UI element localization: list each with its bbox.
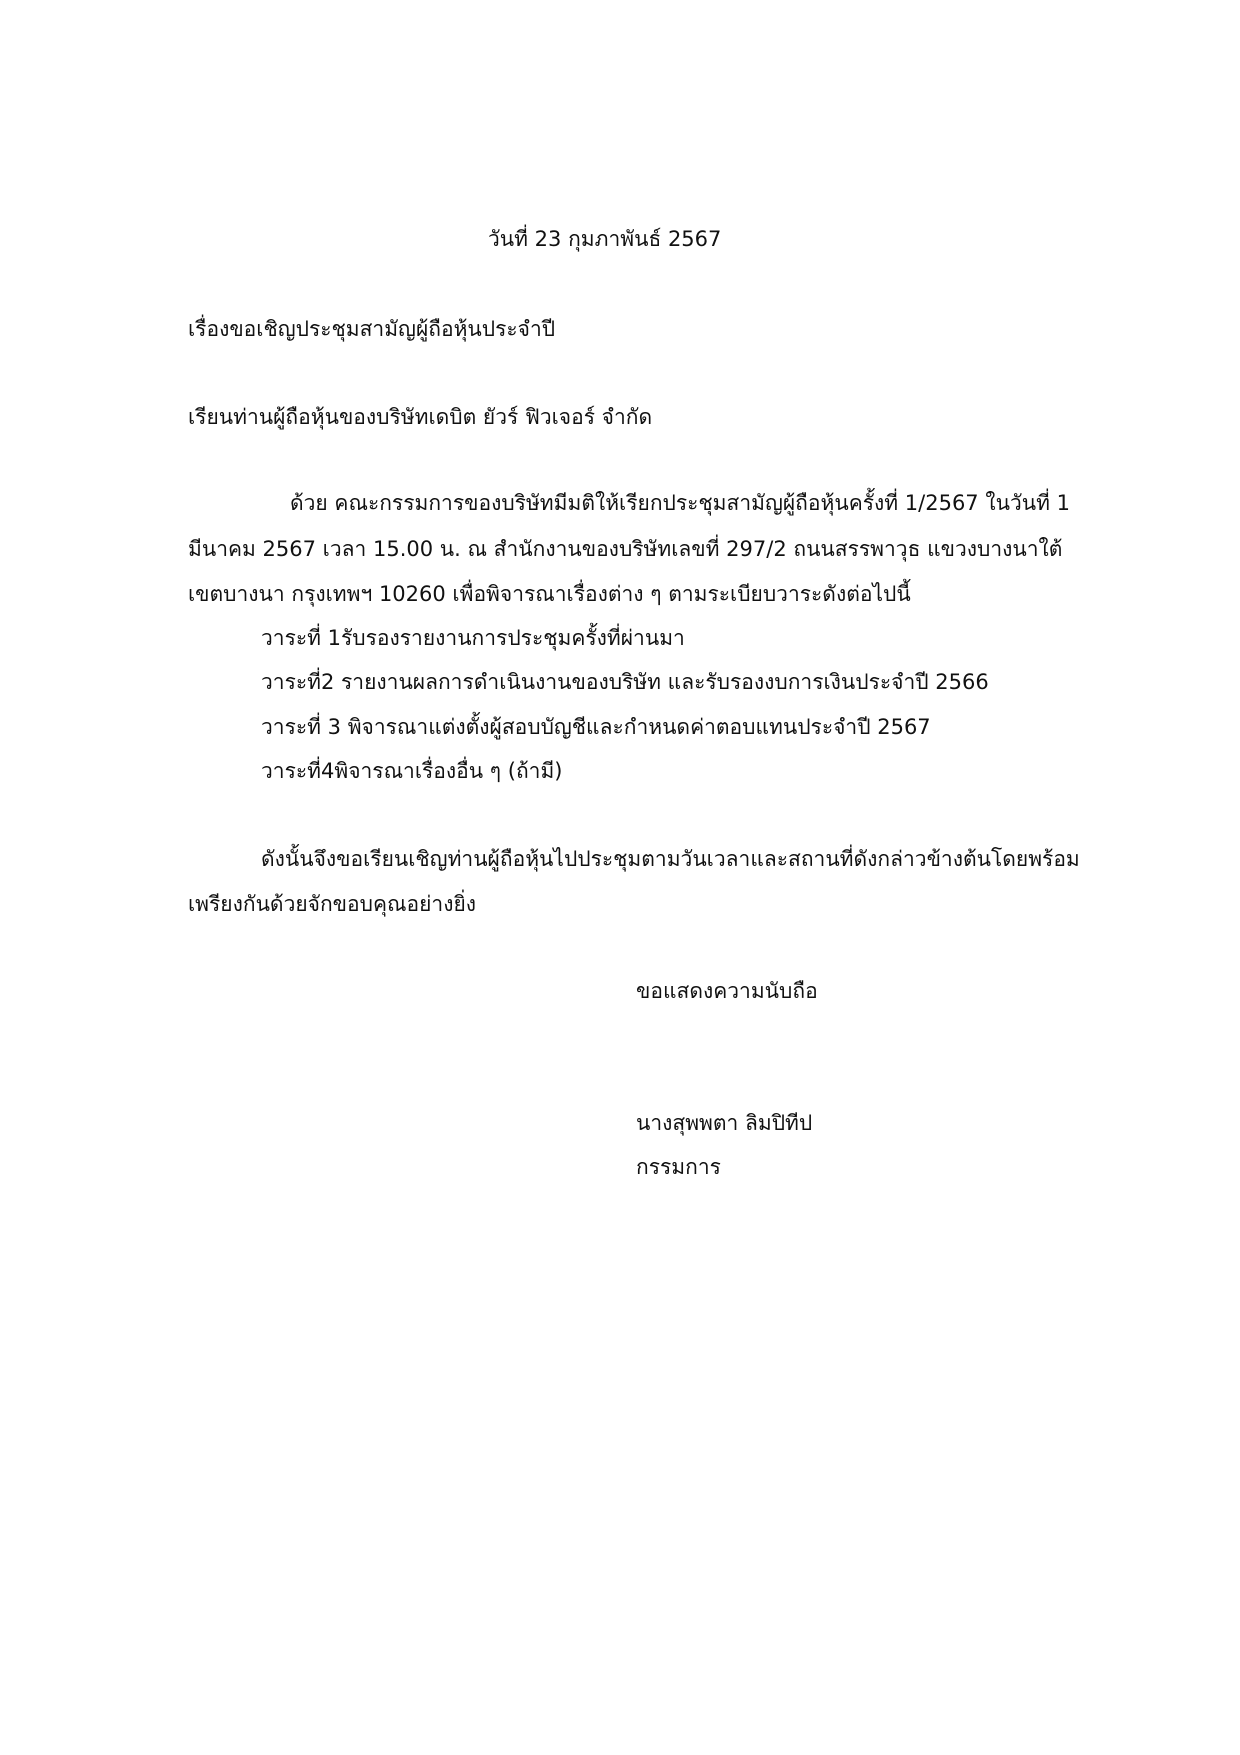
body-paragraph-line: ด้วย คณะกรรมการของบริษัทมีมติให้เรียกประชุมสามัญผู้ถือหุ้นครั้งที่ 1/2567 ในวันที่ 1 [290,491,1070,515]
agenda-item-1: วาระที่ 1รับรองรายงานการประชุมครั้งที่ผ่านมา [261,626,685,650]
agenda-item-2: วาระที่2 รายงานผลการดำเนินงานของบริษัท และรับรองงบการเงินประจำปี 2566 [261,670,989,694]
letter-subject: เรื่องขอเชิญประชุมสามัญผู้ถือหุ้นประจำปี [188,317,556,341]
closing-paragraph-line: ดังนั้นจึงขอเรียนเชิญท่านผู้ถือหุ้นไปประชุมตามวันเวลาและสถานที่ดังกล่าวข้างต้นโดยพร้อม [261,847,1080,871]
letter-recipient: เรียนท่านผู้ถือหุ้นของบริษัทเดบิต ยัวร์ ฟิวเจอร์ จำกัด [188,405,653,429]
letter-date: วันที่ 23 กุมภาพันธ์ 2567 [488,227,722,251]
body-paragraph-line: มีนาคม 2567 เวลา 15.00 น. ณ สำนักงานของบริษัทเลขที่ 297/2 ถนนสรรพาวุธ แขวงบางนาใต้ [188,537,1063,561]
body-paragraph-line: เขตบางนา กรุงเทพฯ 10260 เพื่อพิจารณาเรื่องต่าง ๆ ตามระเบียบวาระดังต่อไปนี้ [188,582,911,606]
agenda-item-3: วาระที่ 3 พิจารณาแต่งตั้งผู้สอบบัญชีและกำหนดค่าตอบแทนประจำปี 2567 [261,715,931,739]
closing-paragraph-line: เพรียงกันด้วยจักขอบคุณอย่างยิ่ง [188,892,477,916]
signer-name: นางสุพพตา ลิมปิทีป [636,1111,813,1135]
agenda-item-4: วาระที่4พิจารณาเรื่องอื่น ๆ (ถ้ามี) [261,759,563,783]
signer-position: กรรมการ [636,1155,721,1179]
complimentary-close: ขอแสดงความนับถือ [636,979,818,1003]
